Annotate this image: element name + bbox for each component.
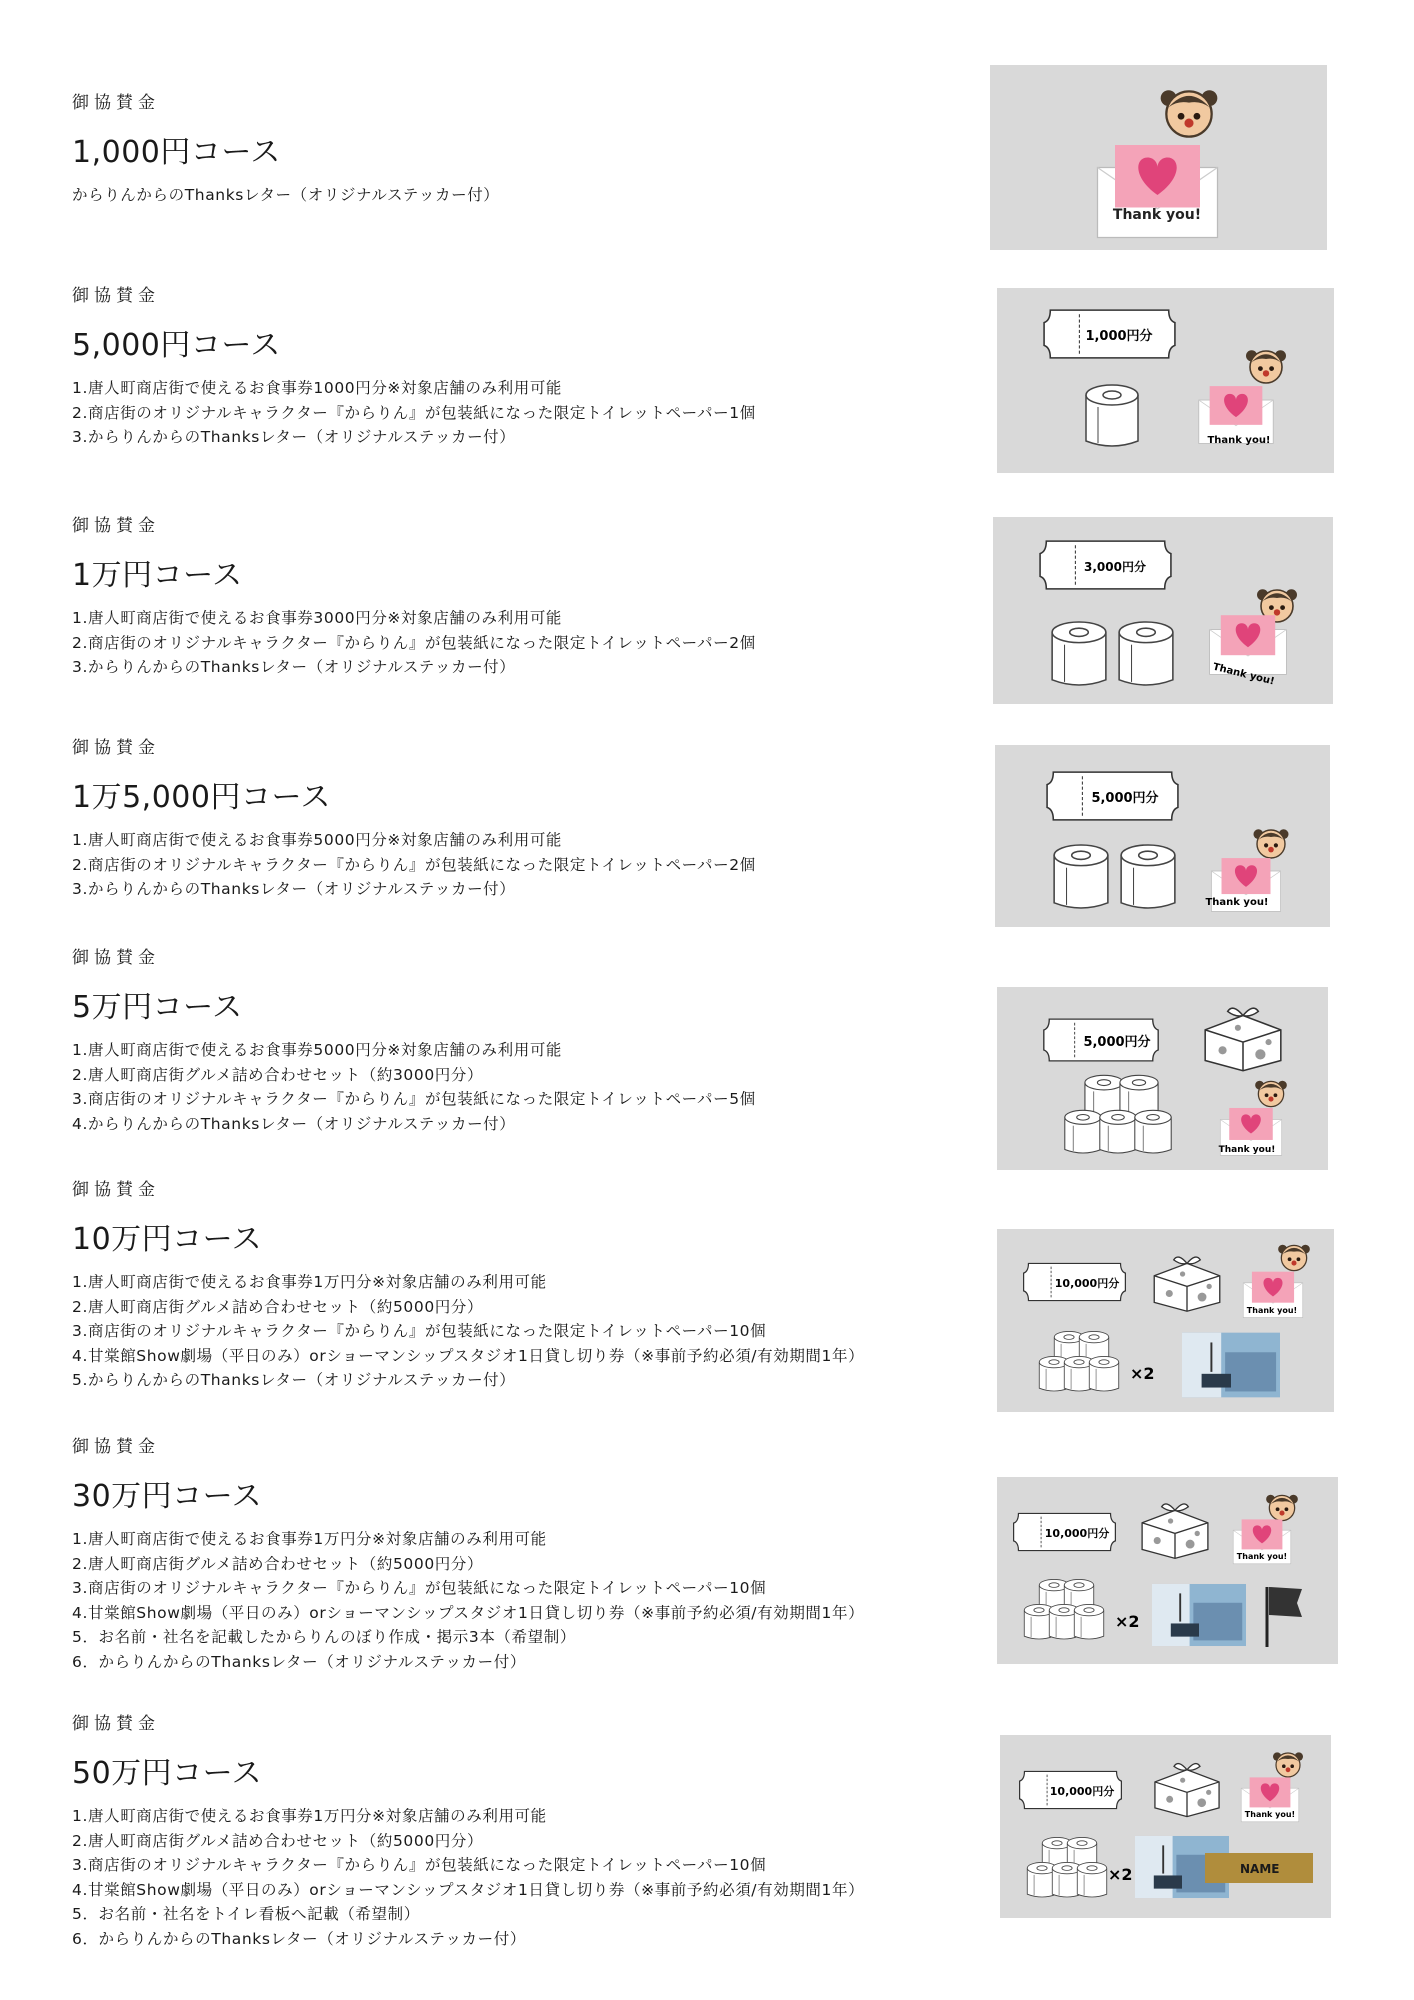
course-5000 (72, 281, 972, 450)
course-item: 3.商店街のオリジナルキャラクター『からりん』が包装紙になった限定トイレットペーパー10個 (72, 1856, 767, 1874)
course-10000 (72, 511, 972, 680)
section-heading: 御協賛金 (72, 1714, 160, 1734)
section-heading: 御協賛金 (72, 1180, 160, 1200)
course-item: 2.商店街のオリジナルキャラクター『からりん』が包装紙になった限定トイレットペーパー1個 (72, 403, 756, 422)
course-item: 2.商店街のオリジナルキャラクター『からりん』が包装紙になった限定トイレットペーパー2個 (72, 855, 756, 874)
course-500000-image (1000, 1735, 1331, 1918)
course-item: 3.商店街のオリジナルキャラクター『からりん』が包装紙になった限定トイレットペーパー5個 (72, 1090, 756, 1108)
course-item: 4.甘棠館Show劇場（平日のみ）orショーマンシップスタジオ1日貸し切り券（※事前予約必須/有効期間1年） (72, 1603, 865, 1622)
course-item: 2.唐人町商店街グルメ詰め合わせセット（約5000円分） (72, 1554, 484, 1573)
course-item: 5.からりんからのThanksレター（オリジナルステッカー付） (72, 1371, 516, 1389)
course-item: 3.商店街のオリジナルキャラクター『からりん』が包装紙になった限定トイレットペーパー10個 (72, 1579, 767, 1597)
section-heading: 御協賛金 (72, 948, 160, 968)
flag-icon (1267, 1587, 1302, 1647)
course-item: 3.からりんからのThanksレター（オリジナルステッカー付） (72, 880, 516, 898)
multiplier-text: ×2 (1115, 1612, 1140, 1631)
thank-you-text: Thank you! (1244, 1810, 1296, 1819)
thank-you-text: Thank you! (1236, 1552, 1288, 1561)
course-item: 5．お名前・社名を記載したからりんのぼり作成・掲示3本（希望制） (72, 1628, 576, 1646)
course-title: 30万円コース (72, 1479, 263, 1514)
course-item: 1.唐人町商店街で使えるお食事券1万円分※対象店舗のみ利用可能 (72, 1273, 547, 1291)
section-heading: 御協賛金 (72, 1437, 160, 1457)
course-100000-image (997, 1229, 1334, 1412)
thanks-letter-image (990, 65, 1327, 250)
course-title: 5万円コース (72, 990, 243, 1025)
course-item: 2.商店街のオリジナルキャラクター『からりん』が包装紙になった限定トイレットペーパー2個 (72, 633, 756, 652)
course-300000-image (997, 1477, 1338, 1664)
ticket-amount: 10,000円分 (1044, 1527, 1110, 1540)
course-item: 2.唐人町商店街グルメ詰め合わせセット（約5000円分） (72, 1297, 484, 1316)
ticket-amount: 3,000円分 (1084, 560, 1146, 574)
course-10000-image (993, 517, 1333, 704)
course-title: 1万円コース (72, 558, 243, 593)
course-item: 1.唐人町商店街で使えるお食事券3000円分※対象店舗のみ利用可能 (72, 609, 563, 627)
thank-you-text: Thank you! (1112, 207, 1202, 223)
course-item: 4.甘棠館Show劇場（平日のみ）orショーマンシップスタジオ1日貸し切り券（※事前予約必須/有効期間1年） (72, 1346, 865, 1365)
name-plate-text: NAME (1240, 1862, 1280, 1876)
thank-you-text: Thank you! (1218, 1145, 1276, 1155)
section-heading: 御協賛金 (72, 93, 160, 113)
thank-you-text: Thank you! (1207, 435, 1271, 446)
course-item: 4.甘棠館Show劇場（平日のみ）orショーマンシップスタジオ1日貸し切り券（※事前予約必須/有効期間1年） (72, 1880, 865, 1899)
course-1000 (72, 88, 972, 208)
course-item: 1.唐人町商店街で使えるお食事券1000円分※対象店舗のみ利用可能 (72, 379, 563, 397)
multiplier-text: ×2 (1108, 1865, 1133, 1884)
course-title: 1,000円コース (72, 135, 281, 170)
course-item: 3.からりんからのThanksレター（オリジナルステッカー付） (72, 428, 516, 446)
thank-you-text: Thank you! (1211, 661, 1276, 688)
course-title: 50万円コース (72, 1756, 263, 1791)
course-item: からりんからのThanksレター（オリジナルステッカー付） (72, 186, 500, 204)
course-title: 5,000円コース (72, 328, 281, 363)
ticket-amount: 1,000円分 (1085, 329, 1153, 344)
multiplier-text: ×2 (1130, 1364, 1155, 1383)
course-15000 (72, 733, 972, 902)
thank-you-text: Thank you! (1205, 897, 1269, 908)
section-heading: 御協賛金 (72, 738, 160, 758)
course-title: 1万5,000円コース (72, 780, 331, 815)
course-item: 1.唐人町商店街で使えるお食事券1万円分※対象店舗のみ利用可能 (72, 1807, 547, 1825)
course-item: 1.唐人町商店街で使えるお食事券5000円分※対象店舗のみ利用可能 (72, 831, 563, 849)
section-heading: 御協賛金 (72, 286, 160, 306)
course-item: 1.唐人町商店街で使えるお食事券5000円分※対象店舗のみ利用可能 (72, 1041, 563, 1059)
thank-you-text: Thank you! (1246, 1306, 1298, 1315)
course-50000-image (997, 987, 1328, 1170)
course-item: 1.唐人町商店街で使えるお食事券1万円分※対象店舗のみ利用可能 (72, 1530, 547, 1548)
course-50000 (72, 943, 972, 1136)
course-item: 2.唐人町商店街グルメ詰め合わせセット（約5000円分） (72, 1831, 484, 1850)
course-item: 6．からりんからのThanksレター（オリジナルステッカー付） (72, 1929, 526, 1948)
ticket-amount: 5,000円分 (1091, 791, 1159, 806)
course-item: 5．お名前・社名をトイレ看板へ記載（希望制） (72, 1905, 420, 1923)
section-heading: 御協賛金 (72, 516, 160, 536)
course-300000 (72, 1432, 972, 1674)
course-title: 10万円コース (72, 1222, 263, 1257)
course-500000 (72, 1709, 972, 1951)
ticket-amount: 5,000円分 (1083, 1035, 1151, 1050)
course-item: 2.唐人町商店街グルメ詰め合わせセット（約3000円分） (72, 1065, 484, 1084)
course-5000-image (997, 288, 1334, 473)
course-item: 4.からりんからのThanksレター（オリジナルステッカー付） (72, 1114, 516, 1133)
course-15000-image (995, 745, 1330, 927)
course-item: 3.からりんからのThanksレター（オリジナルステッカー付） (72, 658, 516, 676)
course-100000 (72, 1175, 972, 1393)
ticket-amount: 10,000円分 (1054, 1277, 1120, 1290)
ticket-amount: 10,000円分 (1049, 1785, 1115, 1798)
course-item: 3.商店街のオリジナルキャラクター『からりん』が包装紙になった限定トイレットペーパー10個 (72, 1322, 767, 1340)
course-item: 6．からりんからのThanksレター（オリジナルステッカー付） (72, 1652, 526, 1671)
